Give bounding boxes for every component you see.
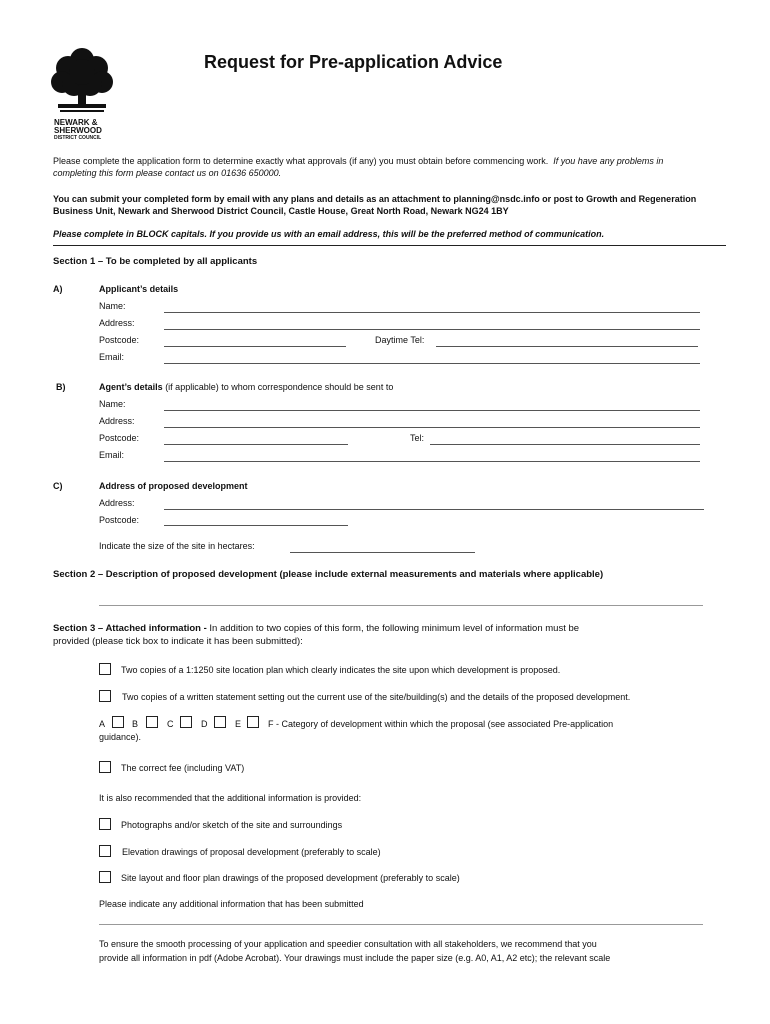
section3-heading-rest: In addition to two copies of this form, the following minimum level of information must be (209, 623, 580, 634)
pdf-recommendation-line2: provide all information in pdf (Adobe Acrobat). Your drawings must include the paper size (e.g. A0, A1, A2 etc); the relevant scale (99, 953, 611, 963)
checkbox-category-e[interactable] (247, 716, 259, 728)
checkbox-location-plan[interactable] (99, 663, 111, 675)
pdf-recommendation-line1: To ensure the smooth processing of your application and speedier consultation with all stakeholders, we recommend that you (99, 939, 597, 949)
checkbox-elevation-drawings[interactable] (99, 845, 111, 857)
dev-postcode-label: Postcode: (99, 515, 140, 525)
site-size-field[interactable] (290, 552, 475, 553)
intro-help-b: completing this form please contact us on 01636 650000. (53, 168, 282, 178)
category-c-label: C (167, 719, 174, 729)
section2-heading: Section 2 – Description of proposed development (please include external measurements and materials where applicable) (53, 569, 604, 580)
category-b-label: B (132, 719, 139, 729)
applicant-tel-field[interactable] (436, 346, 698, 347)
agent-name-label: Name: (99, 399, 126, 409)
agent-tel-label: Tel: (410, 433, 425, 443)
checkbox-correct-fee[interactable] (99, 761, 111, 773)
agent-details-title (99, 381, 393, 393)
intro-submit-line1: You can submit your completed form by email with any plans and details as an attachment to planning@nsdc.info or post to Growth and Regeneration (53, 194, 697, 204)
checkbox-site-layout[interactable] (99, 871, 111, 883)
photographs-label: Photographs and/or sketch of the site and surroundings (121, 820, 343, 830)
written-statement-label: Two copies of a written statement setting out the current use of the site/building(s) and the details of the proposed development. (122, 692, 631, 702)
applicant-name-label: Name: (99, 301, 126, 311)
council-logo (50, 46, 114, 146)
dev-address-label: Address: (99, 498, 135, 508)
page-title: Request for Pre-application Advice (204, 52, 503, 72)
correct-fee-label: The correct fee (including VAT) (121, 763, 245, 773)
applicant-postcode-label: Postcode: (99, 335, 140, 345)
applicant-tel-label: Daytime Tel: (375, 335, 425, 345)
intro-paragraph-2 (53, 193, 733, 217)
description-field[interactable] (99, 605, 703, 606)
agent-postcode-label: Postcode: (99, 433, 140, 443)
logo-line2: SHERWOOD (54, 126, 102, 135)
section-a-letter: A) (53, 284, 63, 294)
checkbox-written-statement[interactable] (99, 690, 111, 702)
section3-heading (53, 622, 743, 648)
additional-info-label: Please indicate any additional information that has been submitted (99, 899, 364, 909)
category-a-label: A (99, 719, 106, 729)
section-c-letter: C) (53, 481, 63, 491)
category-description-line2: guidance). (99, 732, 142, 742)
agent-email-label: Email: (99, 450, 125, 460)
site-size-label: Indicate the size of the site in hectares: (99, 541, 255, 551)
dev-postcode-field[interactable] (164, 525, 348, 526)
agent-name-field[interactable] (164, 410, 700, 411)
agent-tel-field[interactable] (430, 444, 700, 445)
applicant-address-field[interactable] (164, 329, 700, 330)
logo-line3: DISTRICT COUNCIL (54, 135, 102, 141)
category-f-text (268, 718, 613, 730)
pdf-recommendation (99, 937, 739, 965)
tree-icon (50, 46, 114, 114)
logo-line1: NEWARK & (54, 118, 98, 127)
applicant-postcode-field[interactable] (164, 346, 346, 347)
agent-title-rest: (if applicable) to whom correspondence should be sent to (162, 382, 394, 392)
additional-info-field[interactable] (99, 924, 703, 925)
elevation-drawings-label: Elevation drawings of proposal development (preferably to scale) (122, 847, 381, 857)
section-b-letter: B) (56, 382, 66, 392)
checkbox-category-a[interactable] (112, 716, 124, 728)
development-address-title: Address of proposed development (99, 481, 248, 491)
site-layout-label: Site layout and floor plan drawings of the proposed development (preferably to scale) (121, 873, 460, 883)
header-divider (53, 245, 726, 246)
intro-submit-line2: Business Unit, Newark and Sherwood District Council, Castle House, Great North Road, Newark NG24 1BY (53, 206, 509, 216)
checkbox-category-d[interactable] (214, 716, 226, 728)
checkbox-photographs[interactable] (99, 818, 111, 830)
checkbox-category-c[interactable] (180, 716, 192, 728)
category-d-label: D (201, 719, 208, 729)
intro-help-a: If you have any problems in (553, 156, 664, 166)
applicant-details-title: Applicant’s details (99, 284, 179, 294)
location-plan-label: Two copies of a 1:1250 site location plan which clearly indicates the site upon which development is proposed. (121, 665, 561, 675)
recommended-info-text: It is also recommended that the additional information is provided: (99, 793, 362, 803)
category-f-label: F (268, 719, 274, 729)
section1-heading: Section 1 – To be completed by all applicants (53, 256, 258, 267)
section3-heading-line2: provided (please tick box to indicate it has been submitted): (53, 636, 303, 647)
applicant-name-field[interactable] (164, 312, 700, 313)
intro-text: Please complete the application form to determine exactly what approvals (if any) you must obtain before commencing work. (53, 156, 549, 166)
agent-postcode-field[interactable] (164, 444, 348, 445)
checkbox-category-b[interactable] (146, 716, 158, 728)
agent-title-bold: Agent’s details (99, 382, 163, 392)
intro-paragraph-1 (53, 155, 713, 179)
agent-email-field[interactable] (164, 461, 700, 462)
category-e-label: E (235, 719, 242, 729)
section3-heading-bold: Section 3 – Attached information - (53, 623, 210, 634)
category-description: - Category of development within which the proposal (see associated Pre-application (273, 719, 614, 729)
dev-address-field[interactable] (164, 509, 704, 510)
applicant-address-label: Address: (99, 318, 135, 328)
applicant-email-field[interactable] (164, 363, 700, 364)
agent-address-field[interactable] (164, 427, 700, 428)
intro-paragraph-3: Please complete in BLOCK capitals. If you provide us with an email address, this will be the preferred method of communication. (53, 229, 605, 239)
applicant-email-label: Email: (99, 352, 125, 362)
agent-address-label: Address: (99, 416, 135, 426)
